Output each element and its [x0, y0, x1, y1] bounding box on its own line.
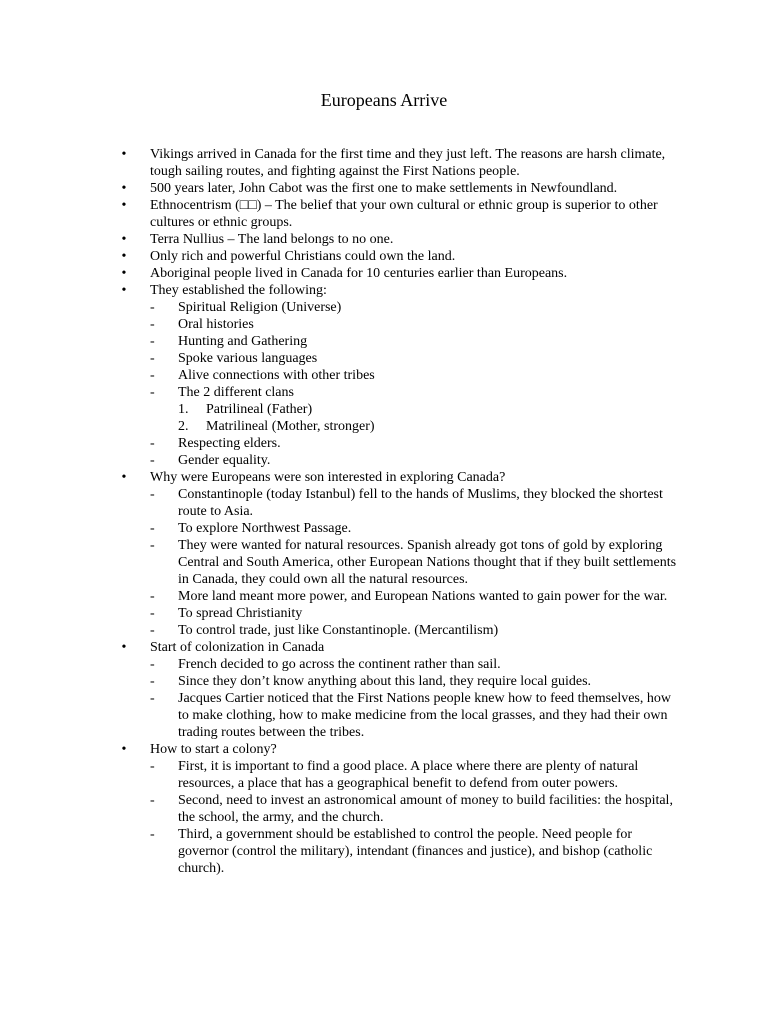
reasons-list — [150, 486, 678, 639]
dash-marker: - — [150, 589, 155, 604]
bullet-text: Why were Europeans were son interested in exploring Canada? — [150, 470, 506, 485]
bullet-marker: • — [121, 470, 127, 485]
numbered-item — [178, 418, 678, 435]
numbered-item-text: Patrilineal (Father) — [206, 402, 313, 417]
list-item-text: First, it is important to find a good place. A place where there are plenty of natural resources, a place that has a geographical benefit to defend from outer powers. — [178, 759, 639, 791]
list-item — [150, 384, 678, 435]
bullet-item — [118, 282, 678, 469]
list-item-text: Jacques Cartier noticed that the First Nations people knew how to feed themselves, how to make clothing, how to make medicine from the local grasses, and they had their own trading routes between the tribes. — [178, 691, 671, 740]
colonization-list — [150, 656, 678, 741]
dash-marker: - — [150, 300, 155, 315]
dash-marker: - — [150, 487, 155, 502]
list-item-text: Gender equality. — [178, 453, 271, 468]
dash-marker: - — [150, 657, 155, 672]
list-item-text: Constantinople (today Istanbul) fell to the hands of Muslims, they blocked the shortest route to Asia. — [178, 487, 663, 519]
list-item — [150, 520, 678, 537]
dash-marker: - — [150, 538, 155, 553]
list-item-text: Spiritual Religion (Universe) — [178, 300, 342, 315]
list-item-text: French decided to go across the continent rather than sail. — [178, 657, 501, 672]
list-item — [150, 758, 678, 792]
numbered-item-text: Matrilineal (Mother, stronger) — [206, 419, 375, 434]
list-item — [150, 792, 678, 826]
bullet-item — [118, 146, 678, 180]
number-marker: 1. — [178, 402, 189, 417]
list-item-text: Since they don’t know anything about this land, they require local guides. — [178, 674, 592, 689]
bullet-item — [118, 265, 678, 282]
bullet-marker: • — [121, 181, 127, 196]
list-item — [150, 367, 678, 384]
dash-marker: - — [150, 691, 155, 706]
number-marker: 2. — [178, 419, 189, 434]
dash-marker: - — [150, 623, 155, 638]
list-item — [150, 826, 678, 877]
bullet-text: Vikings arrived in Canada for the first time and they just left. The reasons are harsh climate, tough sailing routes, and fighting against the First Nations people. — [150, 147, 666, 179]
dash-marker: - — [150, 334, 155, 349]
bullet-marker: • — [121, 198, 127, 213]
established-list — [150, 299, 678, 469]
dash-marker: - — [150, 674, 155, 689]
list-item — [150, 537, 678, 588]
document-title: Europeans Arrive — [320, 90, 448, 110]
bullet-marker: • — [121, 283, 127, 298]
dash-marker: - — [150, 317, 155, 332]
dash-marker: - — [150, 827, 155, 842]
list-item-text: Alive connections with other tribes — [178, 368, 375, 383]
bullet-item — [118, 639, 678, 741]
list-item-text: The 2 different clans — [178, 385, 294, 400]
list-item — [150, 316, 678, 333]
numbered-item — [178, 401, 678, 418]
bullet-item — [118, 180, 678, 197]
list-item — [150, 690, 678, 741]
bullet-item — [118, 469, 678, 639]
list-item — [150, 333, 678, 350]
bullet-text: They established the following: — [150, 283, 327, 298]
list-item-text: Second, need to invest an astronomical amount of money to build facilities: the hospital, the school, the army, and the church. — [178, 793, 673, 825]
dash-marker: - — [150, 793, 155, 808]
list-item-text: Respecting elders. — [178, 436, 281, 451]
dash-marker: - — [150, 521, 155, 536]
bullet-marker: • — [121, 147, 127, 162]
bullet-text: Aboriginal people lived in Canada for 10 centuries earlier than Europeans. — [150, 266, 568, 281]
bullet-item — [118, 248, 678, 265]
bullet-marker: • — [121, 266, 127, 281]
list-item-text: Oral histories — [178, 317, 254, 332]
dash-marker: - — [150, 606, 155, 621]
list-item-text: They were wanted for natural resources. Spanish already got tons of gold by exploring Central and South America, other European Nations thought that if they built settlements in Canada, they could own all the natural resources. — [178, 538, 677, 587]
list-item-text: Third, a government should be established to control the people. Need people for governor (control the military), intendant (finances and justice), and bishop (catholic church). — [178, 827, 653, 876]
list-item — [150, 435, 678, 452]
bullet-item — [118, 741, 678, 877]
bullet-text: Start of colonization in Canada — [150, 640, 325, 655]
list-item — [150, 588, 678, 605]
list-item — [150, 673, 678, 690]
clans-list — [178, 401, 678, 435]
bullet-text: 500 years later, John Cabot was the first one to make settlements in Newfoundland. — [150, 181, 618, 196]
bullet-item — [118, 197, 678, 231]
bullet-text: Ethnocentrism (□□) – The belief that your own cultural or ethnic group is superior to other cultures or ethnic groups. — [150, 198, 658, 230]
list-item — [150, 656, 678, 673]
list-item — [150, 605, 678, 622]
list-item — [150, 350, 678, 367]
dash-marker: - — [150, 351, 155, 366]
bullet-text: How to start a colony? — [150, 742, 277, 757]
list-item — [150, 486, 678, 520]
list-item-text: To explore Northwest Passage. — [178, 521, 352, 536]
dash-marker: - — [150, 453, 155, 468]
document-body — [118, 146, 678, 877]
bullet-marker: • — [121, 742, 127, 757]
colony-steps-list — [150, 758, 678, 877]
list-item — [150, 622, 678, 639]
dash-marker: - — [150, 436, 155, 451]
list-item-text: To control trade, just like Constantinople. (Mercantilism) — [178, 623, 499, 638]
list-item-text: To spread Christianity — [178, 606, 303, 621]
dash-marker: - — [150, 368, 155, 383]
bullet-text: Only rich and powerful Christians could own the land. — [150, 249, 456, 264]
bullet-marker: • — [121, 232, 127, 247]
dash-marker: - — [150, 759, 155, 774]
list-item-text: Spoke various languages — [178, 351, 318, 366]
bullet-marker: • — [121, 640, 127, 655]
list-item-text: Hunting and Gathering — [178, 334, 308, 349]
list-item — [150, 452, 678, 469]
bullet-text: Terra Nullius – The land belongs to no one. — [150, 232, 394, 247]
list-item — [150, 299, 678, 316]
bullet-marker: • — [121, 249, 127, 264]
bullet-item — [118, 231, 678, 248]
dash-marker: - — [150, 385, 155, 400]
list-item-text: More land meant more power, and European Nations wanted to gain power for the war. — [178, 589, 668, 604]
